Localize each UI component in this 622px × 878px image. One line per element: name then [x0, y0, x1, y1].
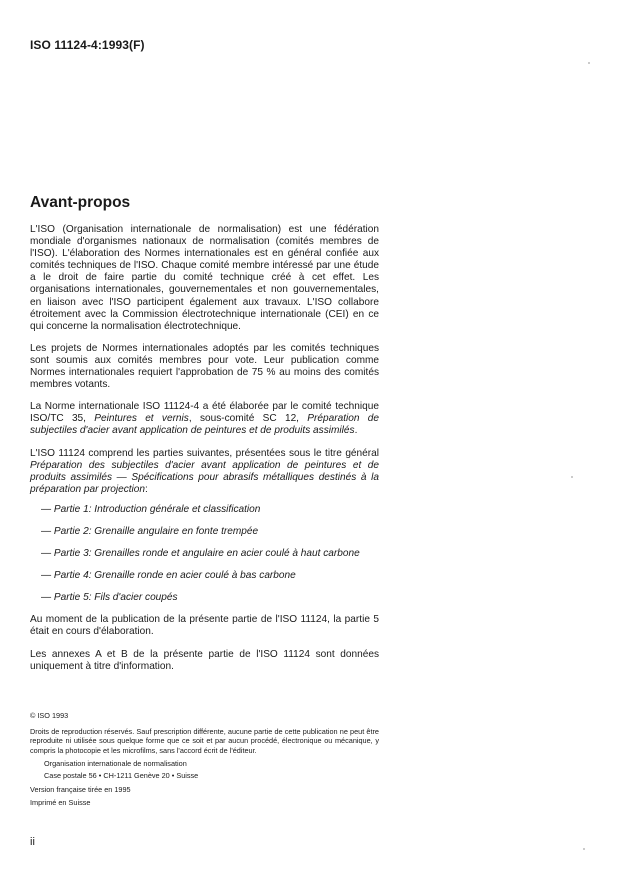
committee-text-start: La Norme internationale ISO 11124-4 a été élaborée par le comité technique ISO/TC 35, — [30, 401, 379, 425]
rights-notice: Droits de reproduction réservés. Sauf prescription différente, aucune partie de cette publication ne peut être reproduite ni utilisée sous quelque forme que ce soit et par aucun procédé, électronique ou mécanique, y compris la photocopie et les microfilms, sans l'accord écrit de l'éditeur. — [30, 726, 379, 755]
parts-intro-start: L'ISO 11124 comprend les parties suivantes, présentées sous le titre général — [30, 447, 379, 459]
parts-intro-end: : — [145, 483, 148, 495]
paragraph-voting: Les projets de Normes internationales adoptés par les comités techniques sont soumis aux comités membres pour vote. Leur publication comme Normes internationales requiert l'approbation de 75 % au moins des comités membres votants. — [30, 342, 379, 391]
list-item — [30, 526, 379, 538]
list-dash: — — [41, 503, 54, 515]
scan-speck — [571, 476, 573, 478]
foreword-body — [30, 224, 379, 683]
version-note: Version française tirée en 1995 — [30, 784, 131, 794]
parts-list — [30, 504, 379, 604]
copyright-symbol: © ISO 1993 — [30, 711, 69, 720]
list-dash: — — [41, 592, 54, 604]
paragraph-annexes: Les annexes A et B de la présente partie de l'ISO 11124 sont données uniquement à titre d'information. — [30, 648, 379, 672]
part-label: Partie 2: Grenaille angulaire en fonte trempée — [53, 525, 259, 537]
committee-text-mid: , sous-comité SC 12, — [188, 413, 308, 425]
paragraph-iso-intro: L'ISO (Organisation internationale de normalisation) est une fédération mondiale d'organismes nationaux de normalisation (comités membres de l'ISO). L'élaboration des Normes internationales est en général confiée aux comités techniques de l'ISO. Chaque comité membre intéressé par une étude a le droit de faire partie du comité technique créé à cet effet. Les organisations internationales, gouvernementales et non gouvernementales, en liaison avec l'ISO participent également aux travaux. L'ISO collabore étroitement avec la Commission électrotechnique internationale (CEI) en ce qui concerne la normalisation électrotechnique. — [30, 224, 379, 332]
page-number: ii — [30, 836, 35, 848]
part-label: Partie 4: Grenaille ronde en acier coulé à bas carbone — [53, 570, 296, 582]
copyright-block — [30, 711, 379, 808]
list-item — [30, 548, 379, 560]
general-title: Préparation des subjectiles d'acier avant application de peintures et de produits assimilés — Spécifications pour abrasifs métalliques destinés à la préparation par projection — [30, 459, 379, 495]
part-label: Partie 3: Grenailles ronde et angulaire en acier coulé à haut carbone — [53, 548, 360, 560]
list-item — [30, 504, 379, 516]
document-id-header: ISO 11124-4:1993(F) — [30, 38, 145, 52]
paragraph-publication-status: Au moment de la publication de la présente partie de l'ISO 11124, la partie 5 était en cours d'élaboration. — [30, 614, 379, 638]
part-label: Partie 1: Introduction générale et classification — [53, 503, 261, 515]
list-item — [30, 570, 379, 582]
committee-name: Peintures et vernis — [94, 413, 189, 425]
paragraph-parts-intro — [30, 448, 379, 496]
scan-speck — [583, 848, 585, 850]
organisation-name: Organisation internationale de normalisation — [44, 759, 187, 769]
committee-text-end: . — [354, 425, 358, 437]
list-dash: — — [41, 548, 54, 560]
subcommittee-name: Préparation de subjectiles d'acier avant application de peintures et de produits assimilés — [30, 413, 379, 437]
part-label: Partie 5: Fils d'acier coupés — [53, 592, 178, 604]
scan-speck — [588, 62, 590, 64]
list-dash: — — [41, 525, 54, 537]
printed-note: Imprimé en Suisse — [30, 798, 91, 808]
list-item — [30, 592, 379, 604]
organisation-address: Case postale 56 • CH-1211 Genève 20 • Suisse — [44, 770, 199, 780]
list-dash: — — [41, 570, 54, 582]
section-title: Avant-propos — [30, 194, 131, 211]
paragraph-committee — [30, 401, 379, 437]
